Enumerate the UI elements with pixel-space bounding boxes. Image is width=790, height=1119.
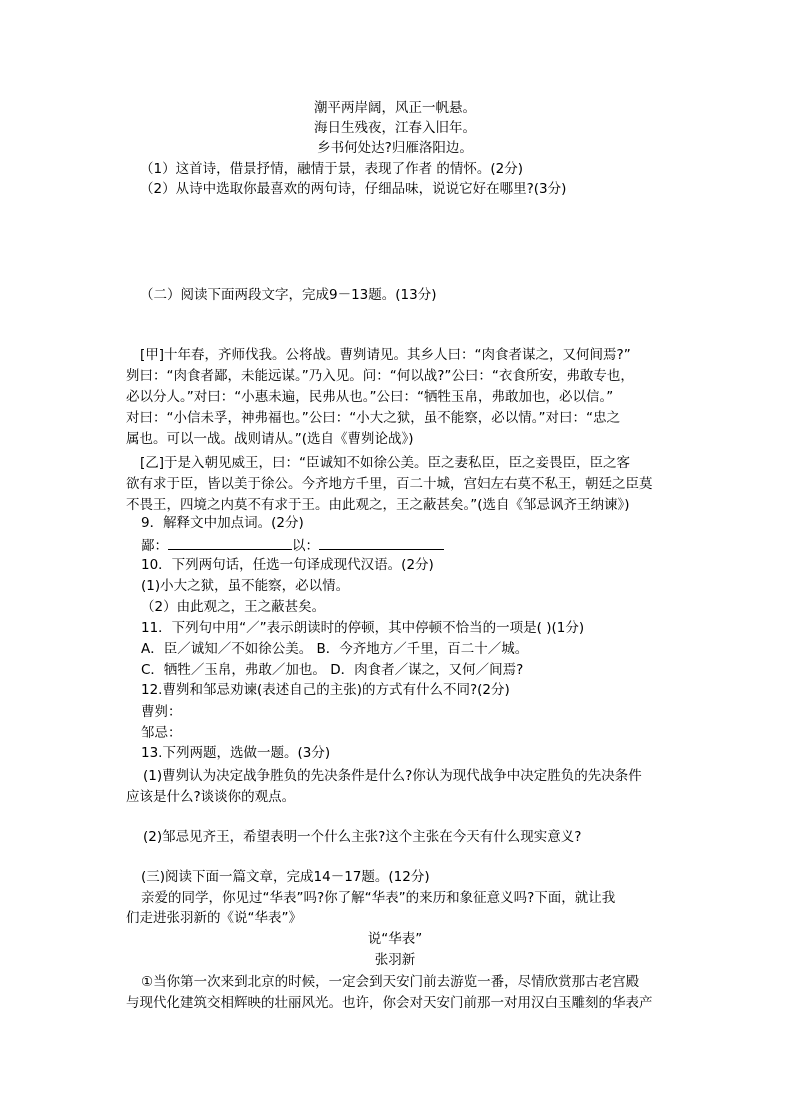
option-line: C．牺牲／玉帛，弗敢／加也。 D．肉食者／谋之，又何／间焉?: [141, 662, 524, 678]
poem-line: 乡书何处达?归雁洛阳边。: [317, 140, 473, 156]
question-text: 12.曹刿和邹忌劝谏(表述自己的主张)的方式有什么不同?(2分): [141, 682, 510, 698]
answer-blank[interactable]: [168, 535, 292, 550]
passage-line: 必以分人。”对曰：“小惠未遍，民弗从也。”公曰：“牺牲玉帛，弗敢加也，必以信。”: [126, 389, 614, 405]
article-line: 与现代化建筑交相辉映的壮丽风光。也许，你会对天安门前那一对用汉白玉雕刻的华表产: [126, 995, 653, 1011]
answer-label: 曹刿：: [141, 704, 182, 720]
answer-line: [141, 535, 444, 556]
question-text: （2）从诗中选取你最喜欢的两句诗，仔细品味，说说它好在哪里?(3分): [140, 181, 567, 197]
passage-line: 欲有求于臣，皆以美于徐公。今齐地方千里，百二十城，宫妇左右莫不私王，朝廷之臣莫: [126, 476, 653, 492]
intro-line: 们走进张羽新的《说“华表”》: [126, 910, 302, 926]
question-text: 应该是什么?谈谈你的观点。: [126, 789, 296, 805]
question-text: (1)小大之狱，虽不能察，必以情。: [141, 578, 350, 594]
question-text: (1)曹刿认为决定战争胜负的先决条件是什么?你认为现代战争中决定胜负的先决条件: [143, 768, 642, 784]
article-author: 张羽新: [374, 952, 416, 968]
passage-line: 不畏王，四境之内莫不有求于王。由此观之，王之蔽甚矣。”(选自《邹忌讽齐王纳谏》): [126, 497, 630, 513]
answer-label: 邹忌：: [141, 725, 182, 741]
intro-line: 亲爱的同学，你见过“华表”吗?你了解“华表”的来历和象征意义吗?下面，就让我: [141, 890, 616, 906]
passage-line: 刿曰：“肉食者鄙，未能远谋。”乃入见。问：“何以战?”公曰：“衣食所安，弗敢专也，: [126, 368, 634, 384]
question-text: （2）由此观之，王之蔽甚矣。: [141, 599, 326, 615]
poem-line: 潮平两岸阔，风正一帆悬。: [314, 100, 476, 116]
passage-line: [乙]于是入朝见威王，曰：“臣诚知不如徐公美。臣之妻私臣，臣之妾畏臣，臣之客: [140, 455, 631, 471]
passage-line: 属也。可以一战。战则请从。”(选自《曹刿论战》): [126, 431, 414, 447]
section-heading: （二）阅读下面两段文字，完成9－13题。(13分): [140, 287, 437, 303]
question-text: 11．下列句中用“／”表示朗读时的停顿，其中停顿不恰当的一项是( )(1分): [141, 620, 585, 636]
question-text: （1）这首诗，借景抒情，融情于景，表现了作者 的情怀。(2分): [140, 161, 524, 177]
section-heading: (三)阅读下面一篇文章，完成14－17题。(12分): [141, 869, 430, 885]
question-text: 9．解释文中加点词。(2分): [141, 515, 304, 531]
question-text: 10．下列两句话，任选一句译成现代汉语。(2分): [141, 557, 434, 573]
option-line: A．臣／诚知／不如徐公美。 B．今齐地方／千里，百二十／城。: [141, 641, 529, 657]
poem-line: 海日生残夜，江春入旧年。: [314, 120, 476, 136]
question-text: (2)邹忌见齐王，希望表明一个什么主张?这个主张在今天有什么现实意义?: [143, 829, 582, 845]
passage-line: 对曰：“小信未孚，神弗福也。”公曰：“小大之狱，虽不能察，必以情。”对曰：“忠之: [126, 410, 620, 426]
answer-blank[interactable]: [319, 535, 444, 550]
question-text: 13.下列两题，选做一题。(3分): [141, 745, 331, 761]
article-line: ①当你第一次来到北京的时候，一定会到天安门前去游览一番，尽情欣赏那古老宫殿: [141, 974, 640, 990]
article-title: 说“华表”: [367, 931, 423, 947]
answer-label: 以：: [292, 538, 319, 554]
passage-line: [甲]十年春，齐师伐我。公将战。曹刿请见。其乡人曰：“肉食者谋之，又何间焉?”: [140, 347, 631, 363]
answer-label: 鄙：: [141, 538, 168, 554]
